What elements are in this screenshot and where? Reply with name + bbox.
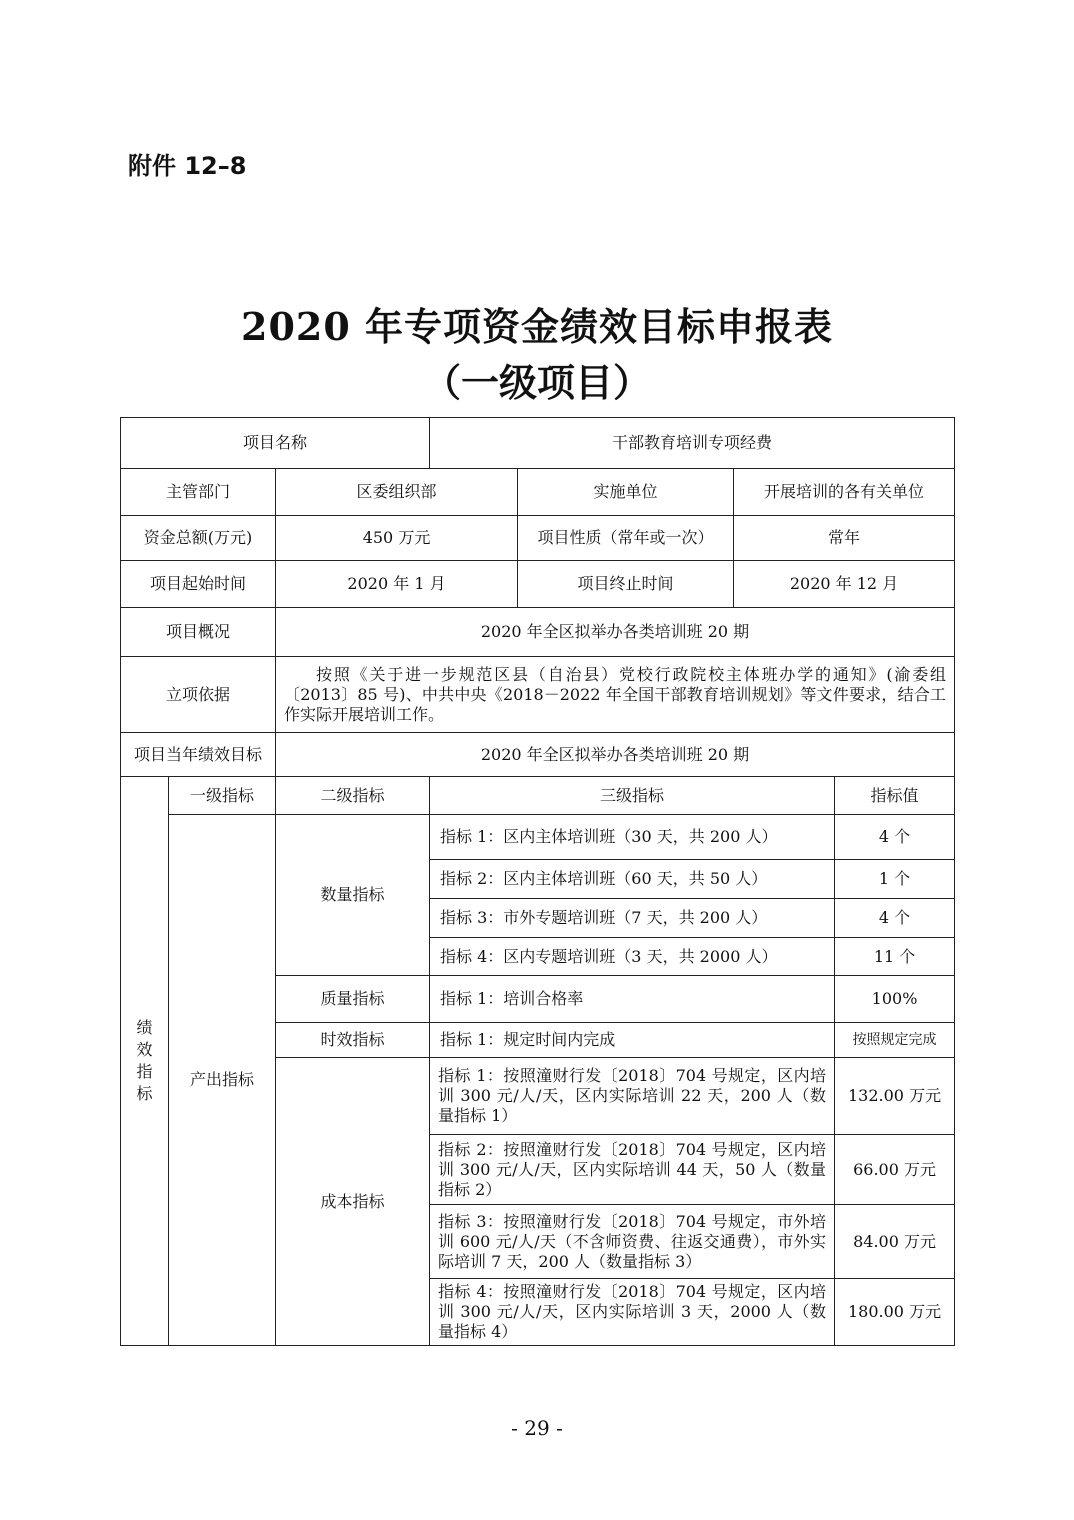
cost-item-value: 84.00 万元 bbox=[835, 1205, 955, 1279]
table-row bbox=[121, 608, 955, 657]
quantity-label: 数量指标 bbox=[276, 815, 430, 976]
page-number: - 29 - bbox=[511, 1416, 563, 1440]
cost-item-text: 指标 2：按照潼财行发〔2018〕704 号规定，区内培训 300 元/人/天，区内实际培训 44 天，50 人（数量指标 2） bbox=[430, 1135, 835, 1205]
time-item-value: 按照规定完成 bbox=[835, 1023, 955, 1058]
cost-item-text: 指标 4：按照潼财行发〔2018〕704 号规定，区内培训 300 元/人/天，区内实际培训 3 天，2000 人（数量指标 4） bbox=[430, 1279, 835, 1346]
basis-value: 按照《关于进一步规范区县（自治县）党校行政院校主体班办学的通知》(渝委组〔2013〕85 号)、中共中央《2018－2022 年全国干部教育培训规划》等文件要求，结合工作实际开展培训工作。 bbox=[276, 657, 955, 733]
quality-item-value: 100% bbox=[835, 976, 955, 1023]
attachment-label: 附件 12–8 bbox=[128, 152, 247, 180]
output-label: 产出指标 bbox=[169, 815, 276, 1346]
quantity-item-value: 4 个 bbox=[835, 815, 955, 860]
end-label: 项目终止时间 bbox=[518, 561, 734, 608]
quality-item-text: 指标 1：培训合格率 bbox=[430, 976, 835, 1023]
perf-side-cell bbox=[121, 777, 169, 1346]
nature-label: 项目性质（常年或一次） bbox=[518, 516, 734, 561]
impl-label: 实施单位 bbox=[518, 469, 734, 516]
goal-value: 2020 年全区拟举办各类培训班 20 期 bbox=[276, 733, 955, 777]
table-row bbox=[121, 657, 955, 733]
header-level1: 一级指标 bbox=[169, 777, 276, 815]
quality-label: 质量指标 bbox=[276, 976, 430, 1023]
start-value: 2020 年 1 月 bbox=[276, 561, 518, 608]
end-value: 2020 年 12 月 bbox=[734, 561, 955, 608]
quantity-item-value: 4 个 bbox=[835, 899, 955, 938]
project-name-value: 干部教育培训专项经费 bbox=[430, 418, 955, 469]
dept-label: 主管部门 bbox=[121, 469, 276, 516]
cost-item-value: 132.00 万元 bbox=[835, 1058, 955, 1135]
header-level2: 二级指标 bbox=[276, 777, 430, 815]
table-row bbox=[121, 777, 955, 815]
cost-item-value: 66.00 万元 bbox=[835, 1135, 955, 1205]
funds-value: 450 万元 bbox=[276, 516, 518, 561]
table-row bbox=[121, 469, 955, 516]
start-label: 项目起始时间 bbox=[121, 561, 276, 608]
table-row bbox=[121, 418, 955, 469]
table-row bbox=[121, 733, 955, 777]
funds-label: 资金总额(万元) bbox=[121, 516, 276, 561]
table-row bbox=[121, 516, 955, 561]
header-level3: 三级指标 bbox=[430, 777, 835, 815]
overview-label: 项目概况 bbox=[121, 608, 276, 657]
page-subtitle: （一级项目） bbox=[422, 360, 651, 405]
dept-value: 区委组织部 bbox=[276, 469, 518, 516]
quantity-item-text: 指标 3：市外专题培训班（7 天，共 200 人） bbox=[430, 899, 835, 938]
time-item-text: 指标 1：规定时间内完成 bbox=[430, 1023, 835, 1058]
table-row bbox=[121, 815, 955, 860]
header-value: 指标值 bbox=[835, 777, 955, 815]
basis-label: 立项依据 bbox=[121, 657, 276, 733]
quantity-item-text: 指标 2：区内主体培训班（60 天，共 50 人） bbox=[430, 860, 835, 899]
project-name-label: 项目名称 bbox=[121, 418, 430, 469]
cost-label: 成本指标 bbox=[276, 1058, 430, 1346]
cost-item-value: 180.00 万元 bbox=[835, 1279, 955, 1346]
cost-item-text: 指标 3：按照潼财行发〔2018〕704 号规定，市外培训 600 元/人/天（不含师资费、往返交通费），市外实际培训 7 天，200 人（数量指标 3） bbox=[430, 1205, 835, 1279]
page-title: 2020 年专项资金绩效目标申报表 bbox=[241, 304, 833, 349]
impl-value: 开展培训的各有关单位 bbox=[734, 469, 955, 516]
quantity-item-text: 指标 1：区内主体培训班（30 天，共 200 人） bbox=[430, 815, 835, 860]
cost-item-text: 指标 1：按照潼财行发〔2018〕704 号规定，区内培训 300 元/人/天，区内实际培训 22 天，200 人（数量指标 1） bbox=[430, 1058, 835, 1135]
perf-side-label: 绩效指标 bbox=[136, 1018, 153, 1103]
quantity-item-text: 指标 4：区内专题培训班（3 天，共 2000 人） bbox=[430, 938, 835, 976]
quantity-item-value: 11 个 bbox=[835, 938, 955, 976]
quantity-item-value: 1 个 bbox=[835, 860, 955, 899]
performance-target-table bbox=[120, 417, 955, 1346]
overview-value: 2020 年全区拟举办各类培训班 20 期 bbox=[276, 608, 955, 657]
table-row bbox=[121, 561, 955, 608]
time-label: 时效指标 bbox=[276, 1023, 430, 1058]
goal-label: 项目当年绩效目标 bbox=[121, 733, 276, 777]
nature-value: 常年 bbox=[734, 516, 955, 561]
